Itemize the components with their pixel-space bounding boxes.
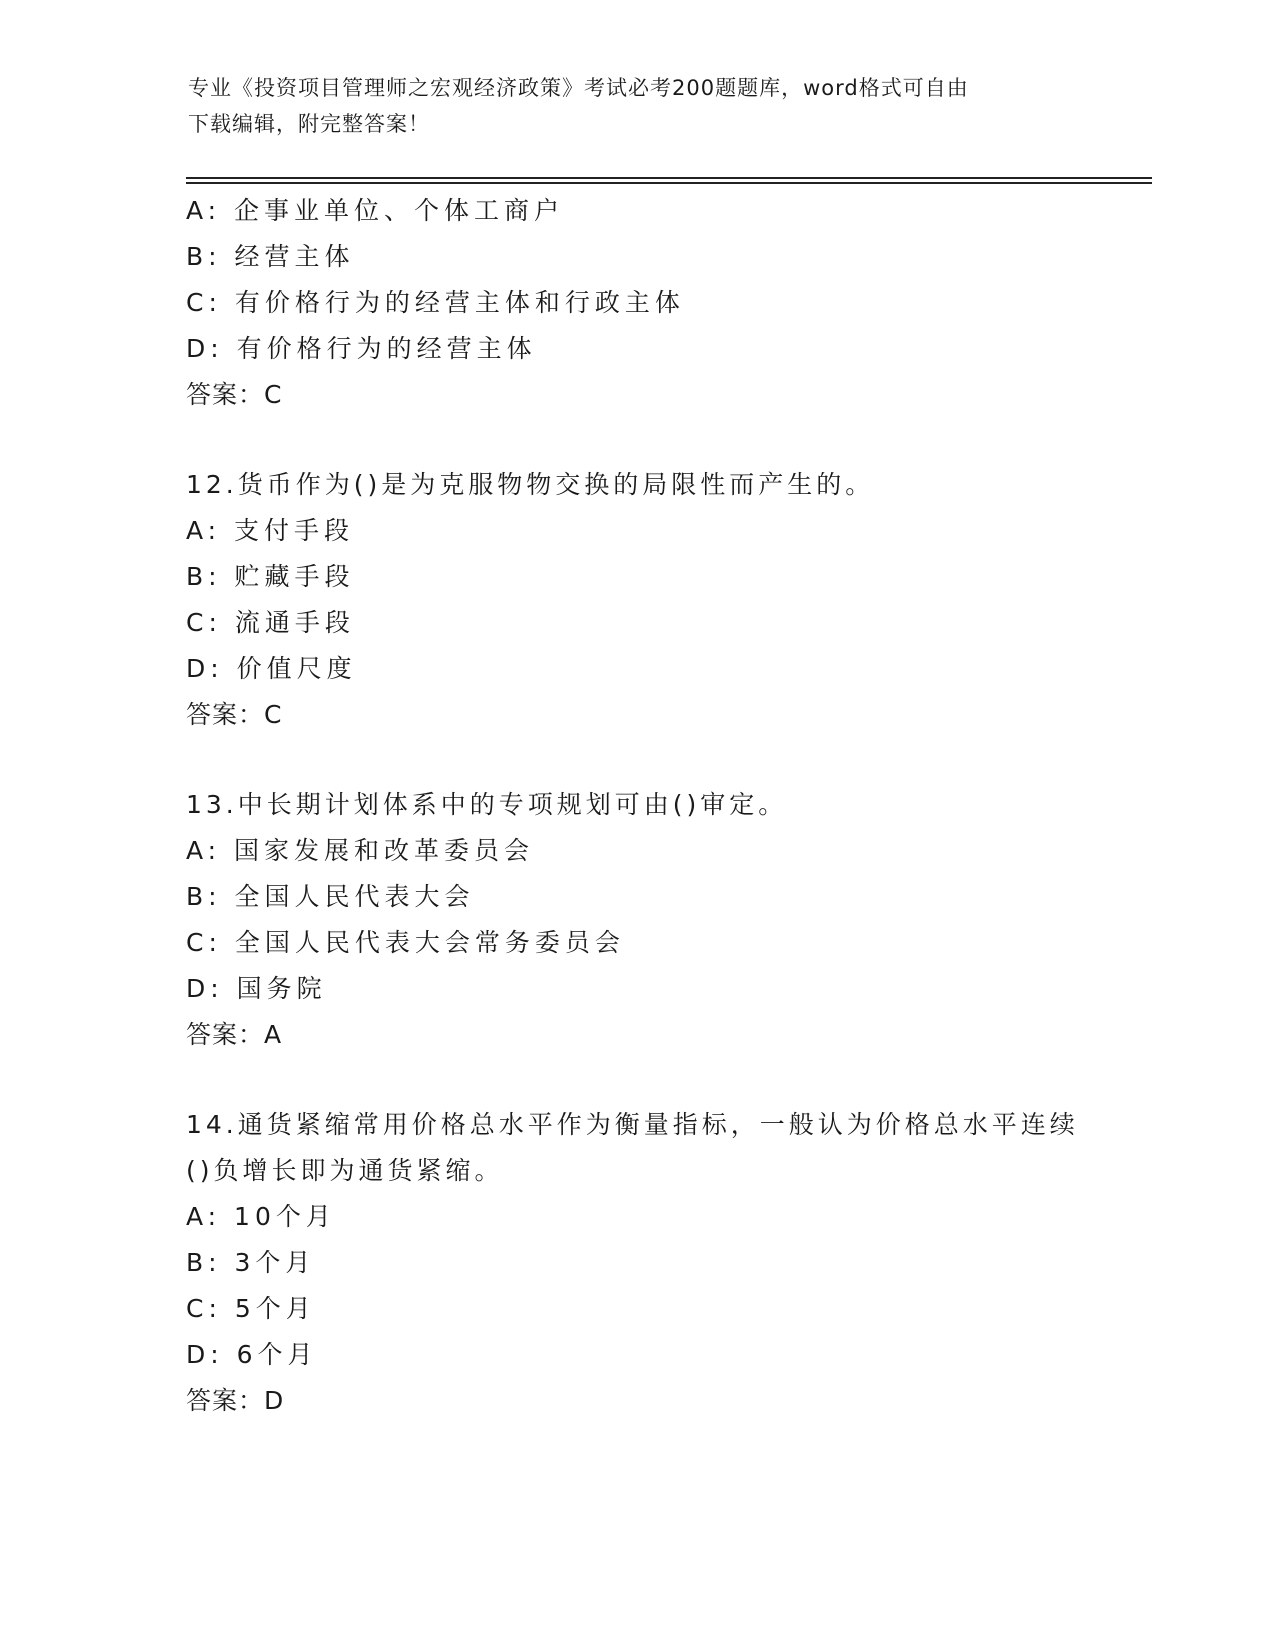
option-b: B: 3个月 bbox=[186, 1248, 316, 1277]
question-14 bbox=[186, 1102, 1146, 1424]
question-12 bbox=[186, 462, 1146, 738]
question-text-line-2: ()负增长即为通货紧缩。 bbox=[186, 1156, 504, 1185]
option-b: B: 贮藏手段 bbox=[186, 562, 355, 591]
question-text: 12.货币作为()是为克服物物交换的局限性而产生的。 bbox=[186, 470, 875, 499]
document-header bbox=[188, 70, 1068, 142]
question-text-line-1: 14.通货紧缩常用价格总水平作为衡量指标，一般认为价格总水平连续 bbox=[186, 1110, 1079, 1139]
question-text: 13.中长期计划体系中的专项规划可由()审定。 bbox=[186, 790, 788, 819]
answer: 答案：A bbox=[186, 1020, 283, 1049]
answer: 答案：C bbox=[186, 700, 283, 729]
header-rule-top bbox=[186, 177, 1152, 179]
question-list bbox=[186, 188, 1146, 1424]
option-d: D: 价值尺度 bbox=[186, 654, 357, 683]
option-c: C: 全国人民代表大会常务委员会 bbox=[186, 928, 625, 957]
header-rule-bottom bbox=[186, 182, 1152, 184]
option-d: D: 6个月 bbox=[186, 1340, 318, 1369]
answer: 答案：C bbox=[186, 380, 283, 409]
option-a: A: 国家发展和改革委员会 bbox=[186, 836, 535, 865]
answer: 答案：D bbox=[186, 1386, 285, 1415]
header-line-1: 专业《投资项目管理师之宏观经济政策》考试必考200题题库，word格式可自由 bbox=[188, 76, 969, 100]
option-a: A: 企事业单位、个体工商户 bbox=[186, 196, 565, 225]
spacer bbox=[186, 738, 1146, 782]
spacer bbox=[186, 418, 1146, 462]
option-d: D: 有价格行为的经营主体 bbox=[186, 334, 537, 363]
option-b: B: 全国人民代表大会 bbox=[186, 882, 475, 911]
header-line-2: 下载编辑，附完整答案！ bbox=[188, 112, 430, 136]
question-13 bbox=[186, 782, 1146, 1058]
question-11 bbox=[186, 188, 1146, 418]
option-c: C: 5个月 bbox=[186, 1294, 316, 1323]
option-c: C: 有价格行为的经营主体和行政主体 bbox=[186, 288, 685, 317]
option-a: A: 支付手段 bbox=[186, 516, 355, 545]
option-a: A: 10个月 bbox=[186, 1202, 336, 1231]
option-b: B: 经营主体 bbox=[186, 242, 355, 271]
option-c: C: 流通手段 bbox=[186, 608, 355, 637]
option-d: D: 国务院 bbox=[186, 974, 327, 1003]
spacer bbox=[186, 1058, 1146, 1102]
